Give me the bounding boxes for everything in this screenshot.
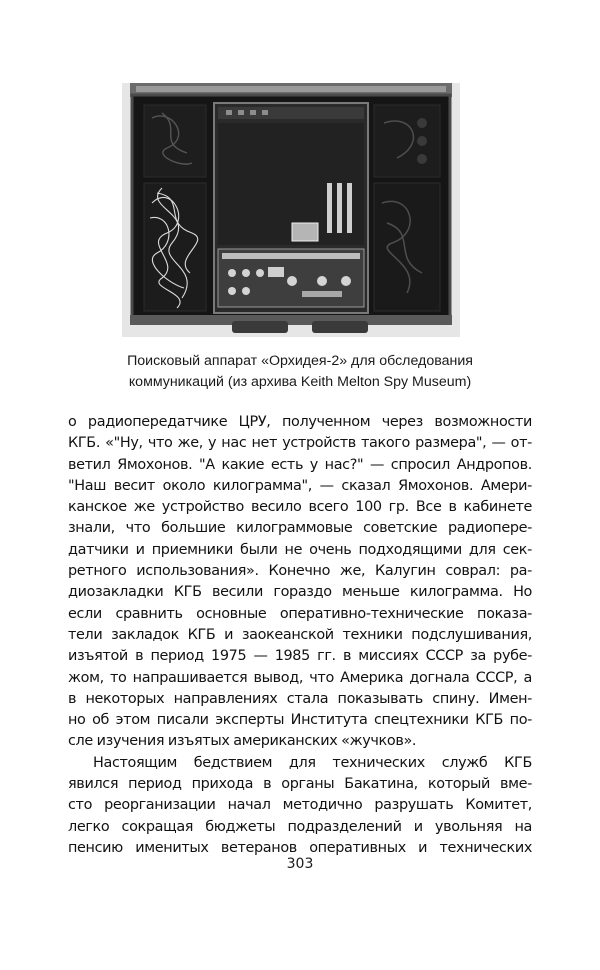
text-line: изъятой в период 1975 — 1985 гг. в миссиях СССР за рубе- — [68, 648, 532, 665]
text-line: диозакладки КГБ весили гораздо меньше килограмма. Но — [68, 584, 532, 601]
paragraph-2 — [68, 753, 532, 859]
text-line: жом, то напрашивается вывод, что Америка догнала СССР, а — [68, 669, 532, 686]
text-line: явился период прихода в органы Бакатина, который вме- — [68, 776, 532, 793]
text-line: о радиопередатчике ЦРУ, полученном через возможности — [68, 414, 532, 430]
text-line: легко сокращая бюджеты подразделений и увольняя на — [68, 818, 532, 835]
caption-line: Поисковый аппарат «Орхидея-2» для обследования — [127, 353, 473, 369]
paragraph-1 — [68, 412, 532, 753]
figure-caption — [40, 351, 560, 393]
text-line: сле изучения изъятых американских «жучков». — [68, 733, 417, 750]
text-line: знали, что большие килограммовые советские радиопере- — [68, 520, 532, 537]
page-number: 303 — [286, 856, 314, 872]
text-line: сто реорганизации начал методично разрушать Комитет, — [68, 797, 532, 814]
text-line: пенсию именитых ветеранов оперативных и технических — [68, 839, 532, 856]
text-line: тели закладок КГБ и заокеанской техники подслушивания, — [68, 626, 532, 643]
text-line: "Наш весит около килограмма", — сказал Ямохонов. Амери- — [68, 477, 532, 494]
text-line: но об этом писали эксперты Института спецтехники КГБ по- — [68, 712, 532, 729]
device-photo — [122, 83, 460, 337]
body-text — [68, 412, 532, 859]
text-line: ветил Ямохонов. "А какие есть у нас?" — спросил Андропов. — [68, 456, 532, 473]
text-line: в некоторых направлениях стала показывать спину. Имен- — [68, 690, 532, 707]
text-line: Настоящим бедствием для технических служб КГБ — [93, 754, 532, 771]
text-line: если сравнить основные оперативно-технические показа- — [68, 605, 532, 622]
text-line: канское же устройство весило всего 100 гр. Все в кабинете — [68, 499, 532, 516]
text-line: ретного использования». Конечно же, Калугин соврал: ра- — [68, 563, 532, 580]
text-line: КГБ. «"Ну, что же, у нас нет устройств такого размера", — от- — [68, 435, 532, 452]
text-line: датчики и приемники были не очень подходящими для сек- — [68, 541, 532, 558]
caption-line: коммуникаций (из архива Keith Melton Spy Museum) — [128, 374, 472, 390]
